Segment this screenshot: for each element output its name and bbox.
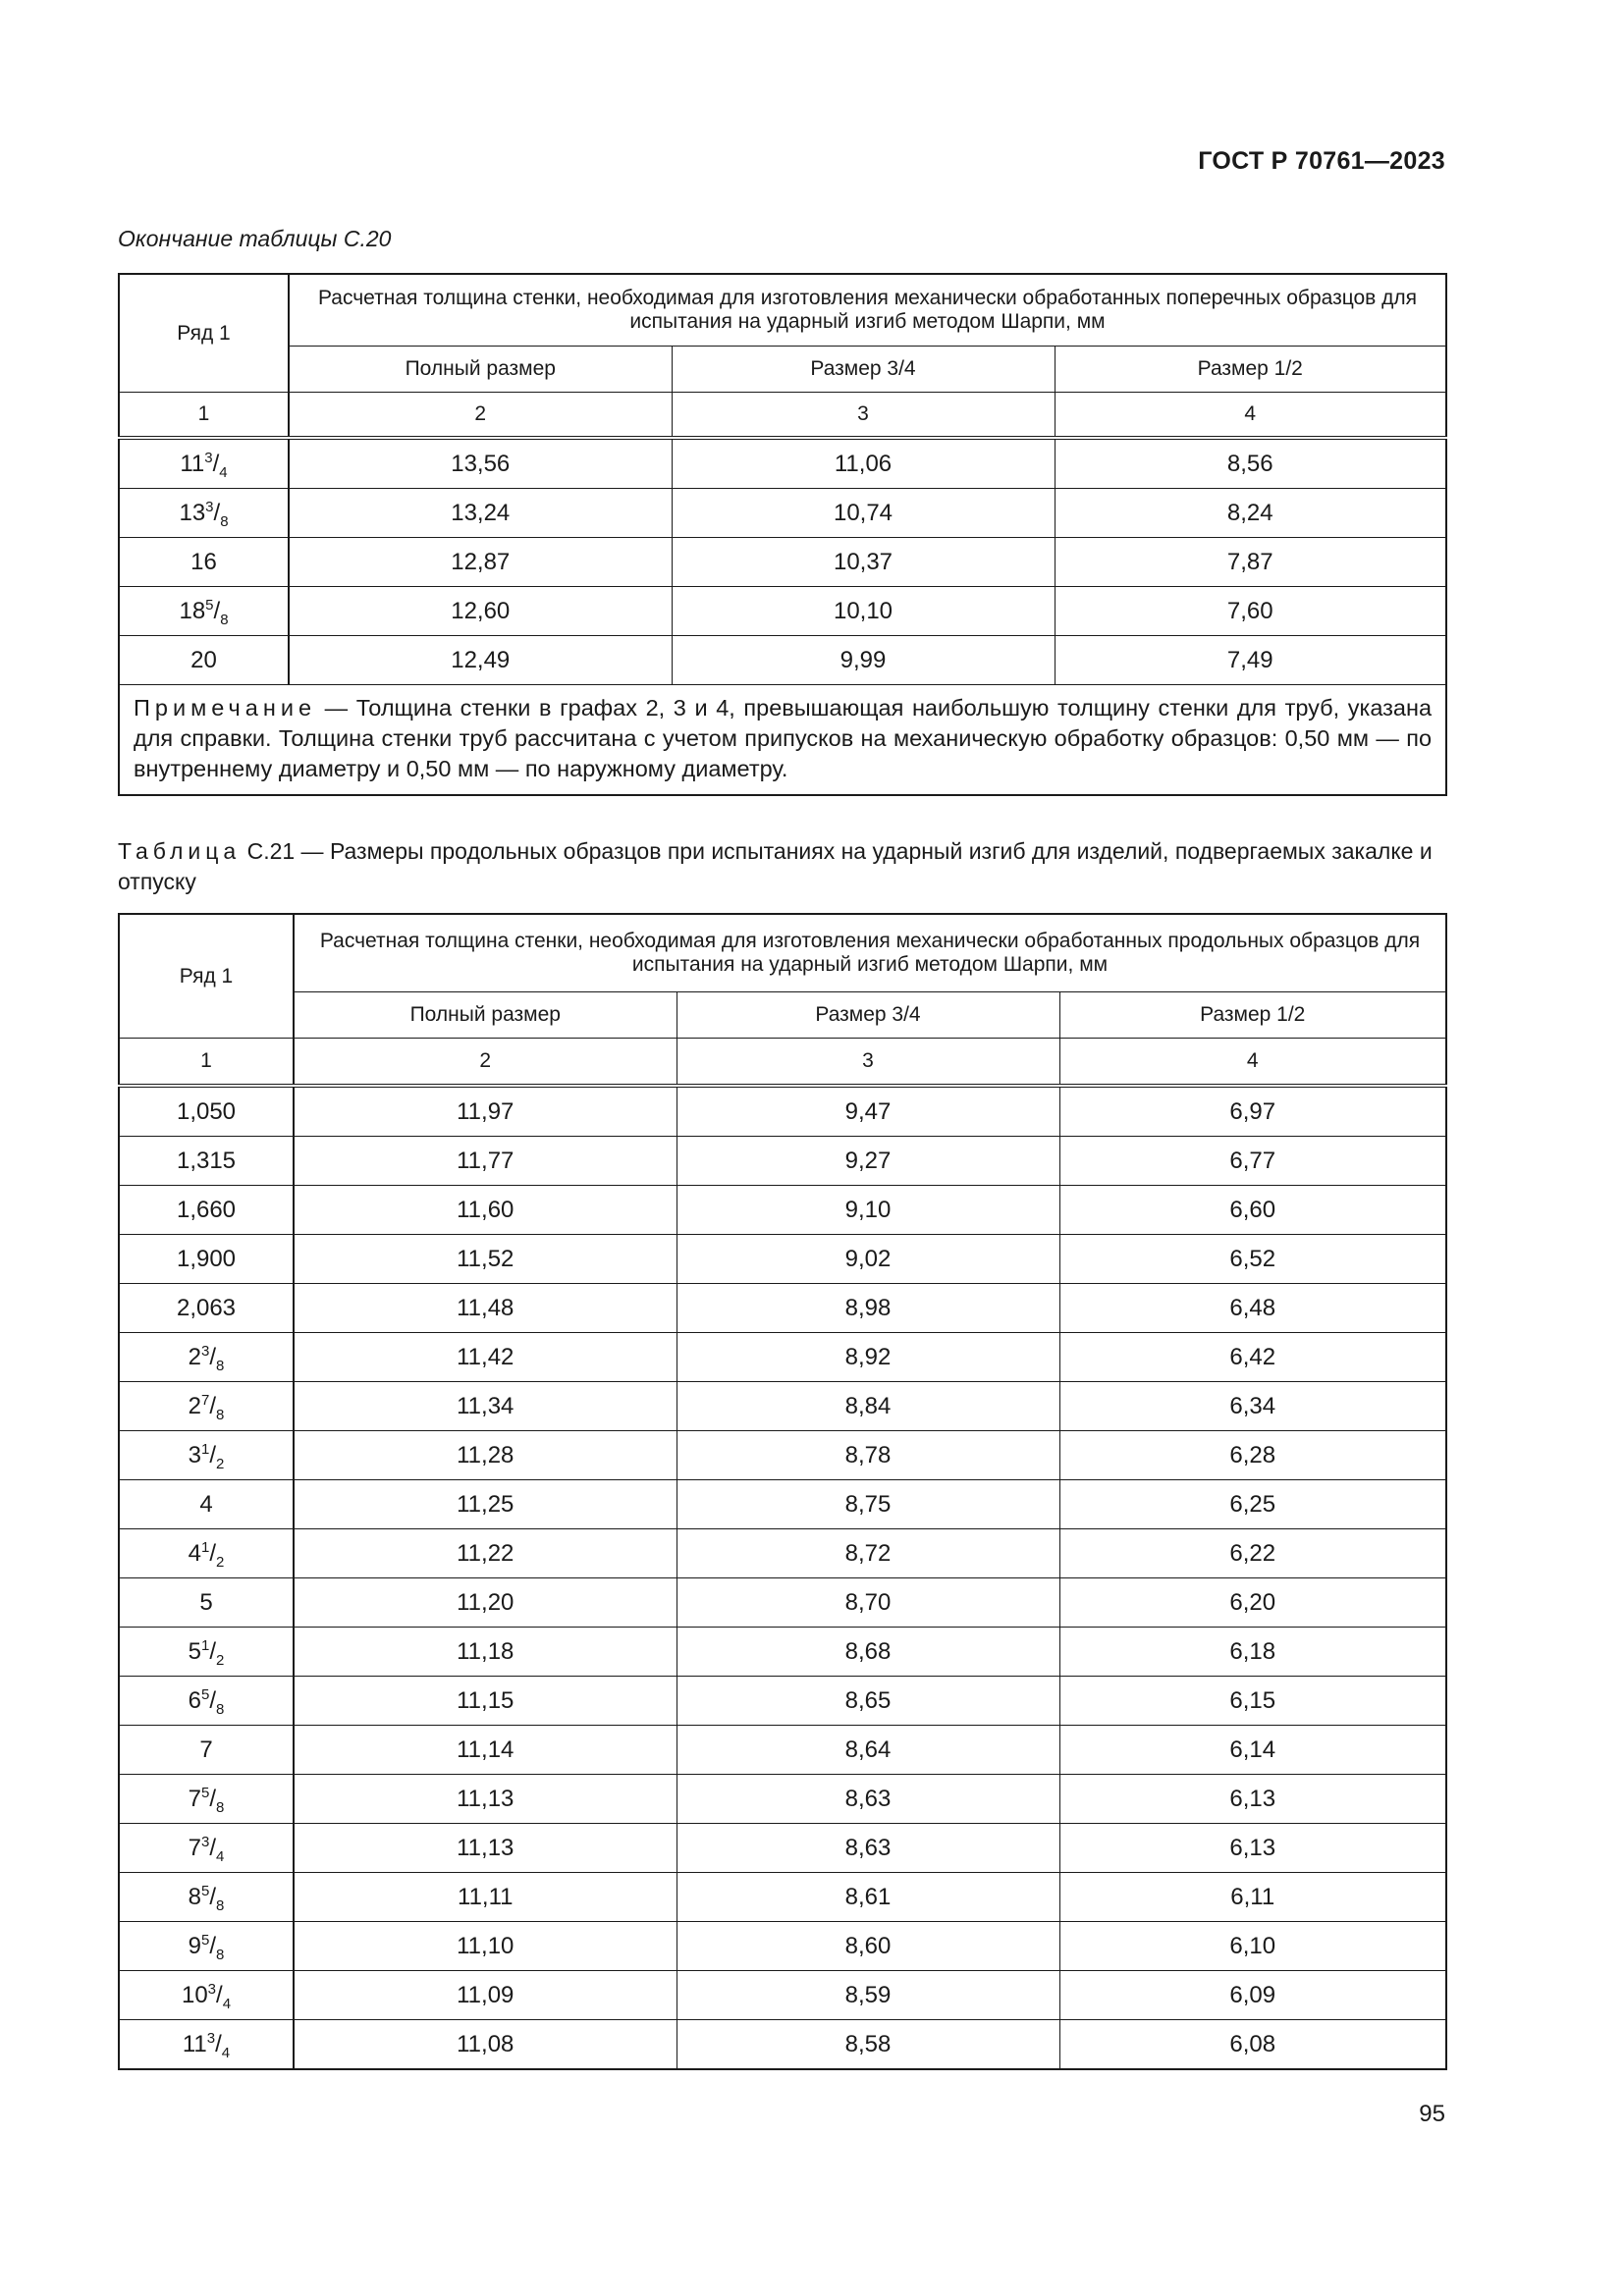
col-number: 3 xyxy=(672,393,1055,439)
cell-three-quarter: 8,72 xyxy=(677,1529,1059,1578)
cell-full: 11,48 xyxy=(294,1284,677,1333)
cell-full: 11,25 xyxy=(294,1480,677,1529)
row1-whole: 1,900 xyxy=(176,1245,237,1272)
row1-whole: 4 xyxy=(199,1490,213,1518)
row1-whole: 7 xyxy=(188,1785,201,1812)
table-row xyxy=(119,1726,1446,1775)
cell-row1: $2^3/_8$ xyxy=(119,1333,294,1382)
cell-row1: $7^5/_8$ xyxy=(119,1775,294,1824)
cell-half: 7,49 xyxy=(1055,636,1446,685)
cell-full: 13,24 xyxy=(289,489,672,538)
row1-whole: 1,660 xyxy=(176,1196,237,1223)
cell-three-quarter: 10,37 xyxy=(672,538,1055,587)
cell-three-quarter: 8,98 xyxy=(677,1284,1059,1333)
cell-row1 xyxy=(119,1480,294,1529)
cell-three-quarter: 8,64 xyxy=(677,1726,1059,1775)
cell-full: 12,87 xyxy=(289,538,672,587)
fraction-denominator: 2 xyxy=(216,1651,225,1669)
caption-text: С.21 — Размеры продольных образцов при испытаниях на ударный изгиб для изделий, подвергаемых закалке и отпуску xyxy=(118,838,1433,894)
group-header: Расчетная толщина стенки, необходимая для изготовления механически обработанных поперечных образцов для испытания на ударный изгиб методом Шарпи, мм xyxy=(289,274,1446,347)
fraction-denominator: 4 xyxy=(219,463,228,481)
cell-three-quarter: 8,59 xyxy=(677,1971,1059,2020)
table-row xyxy=(119,1382,1446,1431)
cell-full: 11,15 xyxy=(294,1677,677,1726)
fraction-numerator: 5 xyxy=(201,1931,210,1949)
cell-row1: $6^5/_8$ xyxy=(119,1677,294,1726)
cell-full: 11,10 xyxy=(294,1922,677,1971)
fraction-denominator: 8 xyxy=(216,1357,225,1374)
table-row xyxy=(119,1971,1446,2020)
cell-half: 6,09 xyxy=(1059,1971,1446,2020)
table-row xyxy=(119,1529,1446,1578)
table-row xyxy=(119,2020,1446,2070)
cell-half: 8,24 xyxy=(1055,489,1446,538)
cell-three-quarter: 9,10 xyxy=(677,1186,1059,1235)
cell-half: 6,08 xyxy=(1059,2020,1446,2070)
col-number: 2 xyxy=(294,1039,677,1087)
fraction-numerator: 1 xyxy=(201,1636,210,1654)
cell-row1 xyxy=(119,538,289,587)
continuation-caption: Окончание таблицы С.20 xyxy=(118,226,392,251)
fraction-numerator: 5 xyxy=(205,596,214,614)
cell-three-quarter: 10,74 xyxy=(672,489,1055,538)
fraction-numerator: 3 xyxy=(206,2029,216,2047)
cell-three-quarter: 8,61 xyxy=(677,1873,1059,1922)
table-row xyxy=(119,1480,1446,1529)
fraction-numerator: 5 xyxy=(201,1685,210,1703)
page-number: 95 xyxy=(1419,2101,1445,2127)
cell-full: 11,13 xyxy=(294,1775,677,1824)
table-row xyxy=(119,1186,1446,1235)
cell-full: 11,08 xyxy=(294,2020,677,2070)
col-number: 4 xyxy=(1055,393,1446,439)
table-row xyxy=(119,489,1446,538)
row1-whole: 10 xyxy=(181,1981,208,2008)
row1-whole: 5 xyxy=(199,1588,213,1616)
table-row xyxy=(119,1922,1446,1971)
cell-half: 6,77 xyxy=(1059,1137,1446,1186)
row1-whole: 2 xyxy=(188,1343,201,1370)
cell-full: 11,52 xyxy=(294,1235,677,1284)
table-row xyxy=(119,538,1446,587)
fraction-denominator: 8 xyxy=(220,611,229,628)
row1-whole: 3 xyxy=(188,1441,201,1468)
table-row xyxy=(119,1086,1446,1137)
table-row xyxy=(119,1137,1446,1186)
fraction-denominator: 4 xyxy=(222,1995,232,2012)
table-row xyxy=(119,438,1446,489)
cell-three-quarter: 9,47 xyxy=(677,1086,1059,1137)
cell-row1: $7^3/_4$ xyxy=(119,1824,294,1873)
table-row xyxy=(119,1873,1446,1922)
row1-whole: 6 xyxy=(188,1686,201,1714)
row1-whole: 5 xyxy=(188,1637,201,1665)
fraction-numerator: 3 xyxy=(201,1833,210,1850)
fraction-numerator: 3 xyxy=(205,498,214,515)
fraction-denominator: 4 xyxy=(216,1847,225,1865)
cell-three-quarter: 8,63 xyxy=(677,1775,1059,1824)
row1-whole: 2,063 xyxy=(176,1294,237,1321)
fraction-numerator: 5 xyxy=(201,1784,210,1801)
row1-whole: 18 xyxy=(179,597,206,624)
cell-three-quarter: 8,58 xyxy=(677,2020,1059,2070)
cell-full: 11,11 xyxy=(294,1873,677,1922)
col-number: 4 xyxy=(1059,1039,1446,1087)
document-code: ГОСТ Р 70761—2023 xyxy=(1198,147,1445,175)
cell-half: 6,11 xyxy=(1059,1873,1446,1922)
cell-half: 6,25 xyxy=(1059,1480,1446,1529)
row1-whole: 8 xyxy=(188,1883,201,1910)
row1-whole: 9 xyxy=(188,1932,201,1959)
row-header: Ряд 1 xyxy=(119,914,294,1039)
col-number: 1 xyxy=(119,1039,294,1087)
note-label: Примечание xyxy=(134,695,317,721)
table-c21-caption xyxy=(118,836,1445,897)
cell-row1 xyxy=(119,1235,294,1284)
cell-half: 6,60 xyxy=(1059,1186,1446,1235)
fraction-numerator: 5 xyxy=(201,1882,210,1899)
table-row xyxy=(119,1677,1446,1726)
cell-half: 6,10 xyxy=(1059,1922,1446,1971)
table-row xyxy=(119,1628,1446,1677)
cell-full: 12,49 xyxy=(289,636,672,685)
col-header-three-quarter: Размер 3/4 xyxy=(677,992,1059,1039)
col-number: 2 xyxy=(289,393,672,439)
cell-three-quarter: 9,27 xyxy=(677,1137,1059,1186)
cell-row1 xyxy=(119,1726,294,1775)
cell-three-quarter: 8,75 xyxy=(677,1480,1059,1529)
col-header-half: Размер 1/2 xyxy=(1059,992,1446,1039)
cell-row1: $13^3/_8$ xyxy=(119,489,289,538)
cell-full: 11,97 xyxy=(294,1086,677,1137)
cell-row1 xyxy=(119,1186,294,1235)
fraction-numerator: 3 xyxy=(204,449,213,466)
cell-half: 7,87 xyxy=(1055,538,1446,587)
cell-full: 11,28 xyxy=(294,1431,677,1480)
cell-three-quarter: 8,65 xyxy=(677,1677,1059,1726)
col-header-full: Полный размер xyxy=(289,347,672,393)
col-header-half: Размер 1/2 xyxy=(1055,347,1446,393)
cell-three-quarter: 8,78 xyxy=(677,1431,1059,1480)
fraction-denominator: 4 xyxy=(221,2044,231,2061)
cell-full: 11,42 xyxy=(294,1333,677,1382)
table-row xyxy=(119,1775,1446,1824)
table-c21 xyxy=(118,913,1447,2070)
cell-half: 6,13 xyxy=(1059,1824,1446,1873)
cell-three-quarter: 8,84 xyxy=(677,1382,1059,1431)
cell-half: 6,52 xyxy=(1059,1235,1446,1284)
cell-half: 6,48 xyxy=(1059,1284,1446,1333)
cell-half: 6,20 xyxy=(1059,1578,1446,1628)
cell-row1 xyxy=(119,1578,294,1628)
cell-half: 6,97 xyxy=(1059,1086,1446,1137)
cell-row1: $3^1/_2$ xyxy=(119,1431,294,1480)
fraction-denominator: 2 xyxy=(216,1553,225,1571)
cell-half: 6,42 xyxy=(1059,1333,1446,1382)
note-row xyxy=(119,685,1446,796)
row1-whole: 4 xyxy=(188,1539,201,1567)
cell-row1 xyxy=(119,1284,294,1333)
cell-full: 11,09 xyxy=(294,1971,677,2020)
cell-full: 11,60 xyxy=(294,1186,677,1235)
cell-full: 11,22 xyxy=(294,1529,677,1578)
fraction-denominator: 8 xyxy=(216,1406,225,1423)
table-row xyxy=(119,587,1446,636)
col-number: 3 xyxy=(677,1039,1059,1087)
table-row xyxy=(119,1578,1446,1628)
fraction-numerator: 1 xyxy=(201,1440,210,1458)
cell-three-quarter: 9,02 xyxy=(677,1235,1059,1284)
col-header-full: Полный размер xyxy=(294,992,677,1039)
cell-full: 11,13 xyxy=(294,1824,677,1873)
row1-whole: 13 xyxy=(179,499,206,526)
caption-label: Таблица xyxy=(118,838,242,864)
cell-full: 11,77 xyxy=(294,1137,677,1186)
cell-row1: $5^1/_2$ xyxy=(119,1628,294,1677)
cell-half: 6,15 xyxy=(1059,1677,1446,1726)
cell-half: 6,28 xyxy=(1059,1431,1446,1480)
cell-full: 11,18 xyxy=(294,1628,677,1677)
col-header-three-quarter: Размер 3/4 xyxy=(672,347,1055,393)
row1-whole: 11 xyxy=(180,450,205,477)
table-row xyxy=(119,1284,1446,1333)
fraction-denominator: 8 xyxy=(220,512,229,530)
fraction-numerator: 3 xyxy=(201,1342,210,1360)
cell-three-quarter: 11,06 xyxy=(672,438,1055,489)
cell-full: 11,20 xyxy=(294,1578,677,1628)
fraction-denominator: 8 xyxy=(216,1896,225,1914)
row1-whole: 1,315 xyxy=(176,1147,237,1174)
cell-row1: $9^5/_8$ xyxy=(119,1922,294,1971)
cell-three-quarter: 10,10 xyxy=(672,587,1055,636)
row1-whole: 16 xyxy=(190,548,217,575)
cell-half: 7,60 xyxy=(1055,587,1446,636)
note xyxy=(119,685,1446,796)
cell-row1: $2^7/_8$ xyxy=(119,1382,294,1431)
row1-whole: 2 xyxy=(188,1392,201,1419)
fraction-numerator: 7 xyxy=(201,1391,210,1409)
cell-full: 12,60 xyxy=(289,587,672,636)
fraction-numerator: 1 xyxy=(201,1538,210,1556)
cell-half: 6,18 xyxy=(1059,1628,1446,1677)
cell-row1: $8^5/_8$ xyxy=(119,1873,294,1922)
cell-row1: $10^3/_4$ xyxy=(119,1971,294,2020)
cell-half: 8,56 xyxy=(1055,438,1446,489)
cell-row1: $11^3/_4$ xyxy=(119,438,289,489)
note-text: — Толщина стенки в графах 2, 3 и 4, превышающая наибольшую толщину стенки для труб, указана для справки. Толщина стенки труб рассчитана с учетом припусков на механическую обработку образцов: 0,50 мм — по внутреннему диаметру и 0,50 мм — по наружному диаметру. xyxy=(134,695,1433,781)
row1-whole: 11 xyxy=(182,2030,207,2057)
cell-three-quarter: 8,60 xyxy=(677,1922,1059,1971)
group-header: Расчетная толщина стенки, необходимая для изготовления механически обработанных продольных образцов для испытания на ударный изгиб методом Шарпи, мм xyxy=(294,914,1446,992)
cell-row1 xyxy=(119,1137,294,1186)
cell-half: 6,22 xyxy=(1059,1529,1446,1578)
cell-full: 11,34 xyxy=(294,1382,677,1431)
row-header: Ряд 1 xyxy=(119,274,289,393)
table-row xyxy=(119,1824,1446,1873)
cell-row1 xyxy=(119,1086,294,1137)
row1-whole: 7 xyxy=(188,1834,201,1861)
cell-half: 6,34 xyxy=(1059,1382,1446,1431)
table-row xyxy=(119,1235,1446,1284)
row1-whole: 1,050 xyxy=(176,1097,237,1125)
table-row xyxy=(119,1431,1446,1480)
fraction-denominator: 8 xyxy=(216,1700,225,1718)
fraction-denominator: 8 xyxy=(216,1798,225,1816)
cell-three-quarter: 9,99 xyxy=(672,636,1055,685)
table-row xyxy=(119,636,1446,685)
fraction-denominator: 8 xyxy=(216,1946,225,1963)
cell-three-quarter: 8,70 xyxy=(677,1578,1059,1628)
cell-three-quarter: 8,63 xyxy=(677,1824,1059,1873)
cell-half: 6,13 xyxy=(1059,1775,1446,1824)
cell-row1: $11^3/_4$ xyxy=(119,2020,294,2070)
table-c20-end xyxy=(118,273,1447,796)
cell-full: 11,14 xyxy=(294,1726,677,1775)
cell-half: 6,14 xyxy=(1059,1726,1446,1775)
cell-row1 xyxy=(119,636,289,685)
col-number: 1 xyxy=(119,393,289,439)
cell-three-quarter: 8,92 xyxy=(677,1333,1059,1382)
cell-row1: $4^1/_2$ xyxy=(119,1529,294,1578)
cell-three-quarter: 8,68 xyxy=(677,1628,1059,1677)
fraction-numerator: 3 xyxy=(207,1980,217,1998)
row1-whole: 7 xyxy=(199,1735,213,1763)
table-row xyxy=(119,1333,1446,1382)
cell-row1: $18^5/_8$ xyxy=(119,587,289,636)
fraction-denominator: 2 xyxy=(216,1455,225,1472)
row1-whole: 20 xyxy=(190,646,217,673)
cell-full: 13,56 xyxy=(289,438,672,489)
